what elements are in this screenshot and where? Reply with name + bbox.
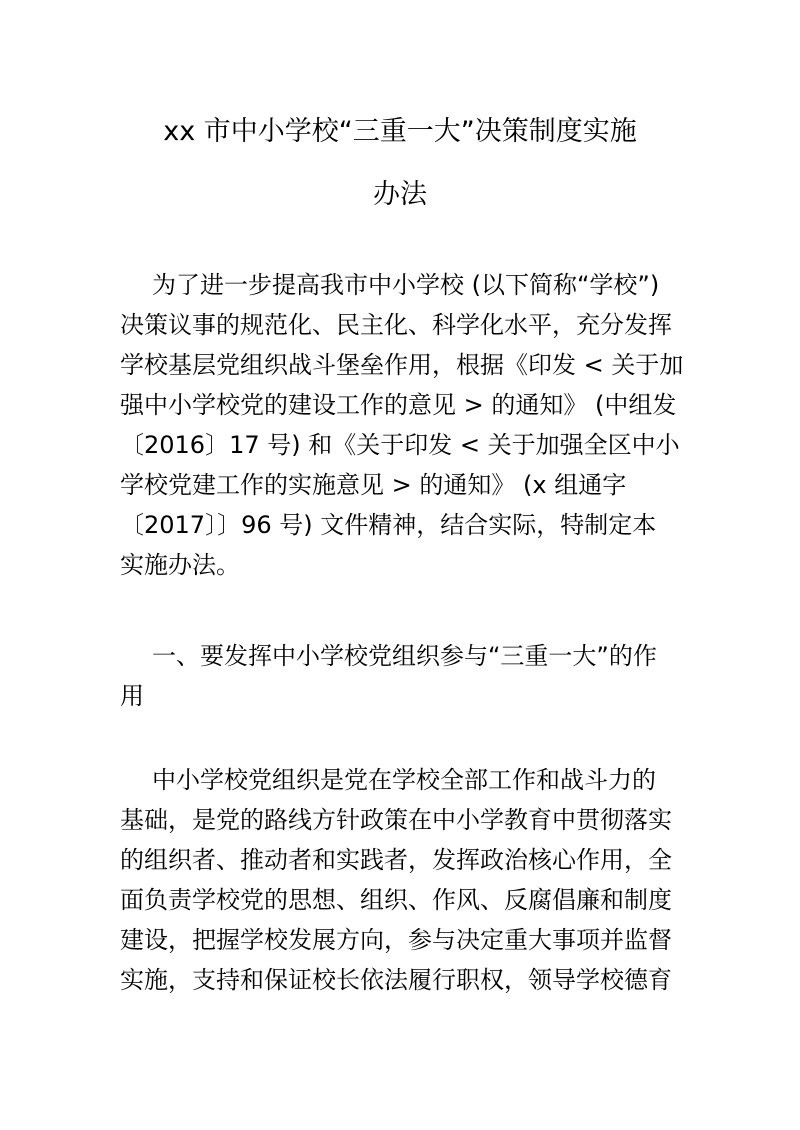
paragraph-line: 的组织者、推动者和实践者，发挥政治核心作用，全: [120, 846, 672, 874]
paragraph-line: 为了进一步提高我市中小学校 (以下简称“学校”): [152, 271, 660, 299]
paragraph-line: 〔2016〕17 号) 和《关于印发 < 关于加强全区中小: [120, 431, 680, 459]
paragraph-line: 学校基层党组织战斗堡垒作用，根据《印发 < 关于加: [120, 351, 684, 379]
paragraph-line: 强中小学校党的建设工作的意见 > 的通知》 (中组发: [120, 391, 677, 419]
paragraph-line: 面负责学校党的思想、组织、作风、反腐倡廉和制度: [120, 886, 672, 914]
paragraph-line: 中小学校党组织是党在学校全部工作和战斗力的: [152, 766, 656, 794]
title-line-1: xx 市中小学校“三重一大”决策制度实施: [163, 116, 637, 147]
heading-line: 一、要发挥中小学校党组织参与“三重一大”的作: [152, 642, 657, 670]
paragraph-line: 实施，支持和保证校长依法履行职权，领导学校德育: [120, 966, 672, 994]
paragraph-line: 基础，是党的路线方针政策在中小学教育中贯彻落实: [120, 806, 672, 834]
paragraph-line: 决策议事的规范化、民主化、科学化水平，充分发挥: [120, 311, 672, 339]
paragraph-line: 〔2017〕〕96 号) 文件精神，结合实际，特制定本: [120, 511, 657, 539]
paragraph-line: 建设，把握学校发展方向，参与决定重大事项并监督: [120, 926, 672, 954]
paragraph-line: 学校党建工作的实施意见 > 的通知》 (x 组通字: [120, 471, 627, 499]
heading-line: 用: [120, 682, 144, 710]
paragraph-line: 实施办法。: [120, 551, 240, 579]
title-line-2: 办法: [373, 179, 427, 210]
